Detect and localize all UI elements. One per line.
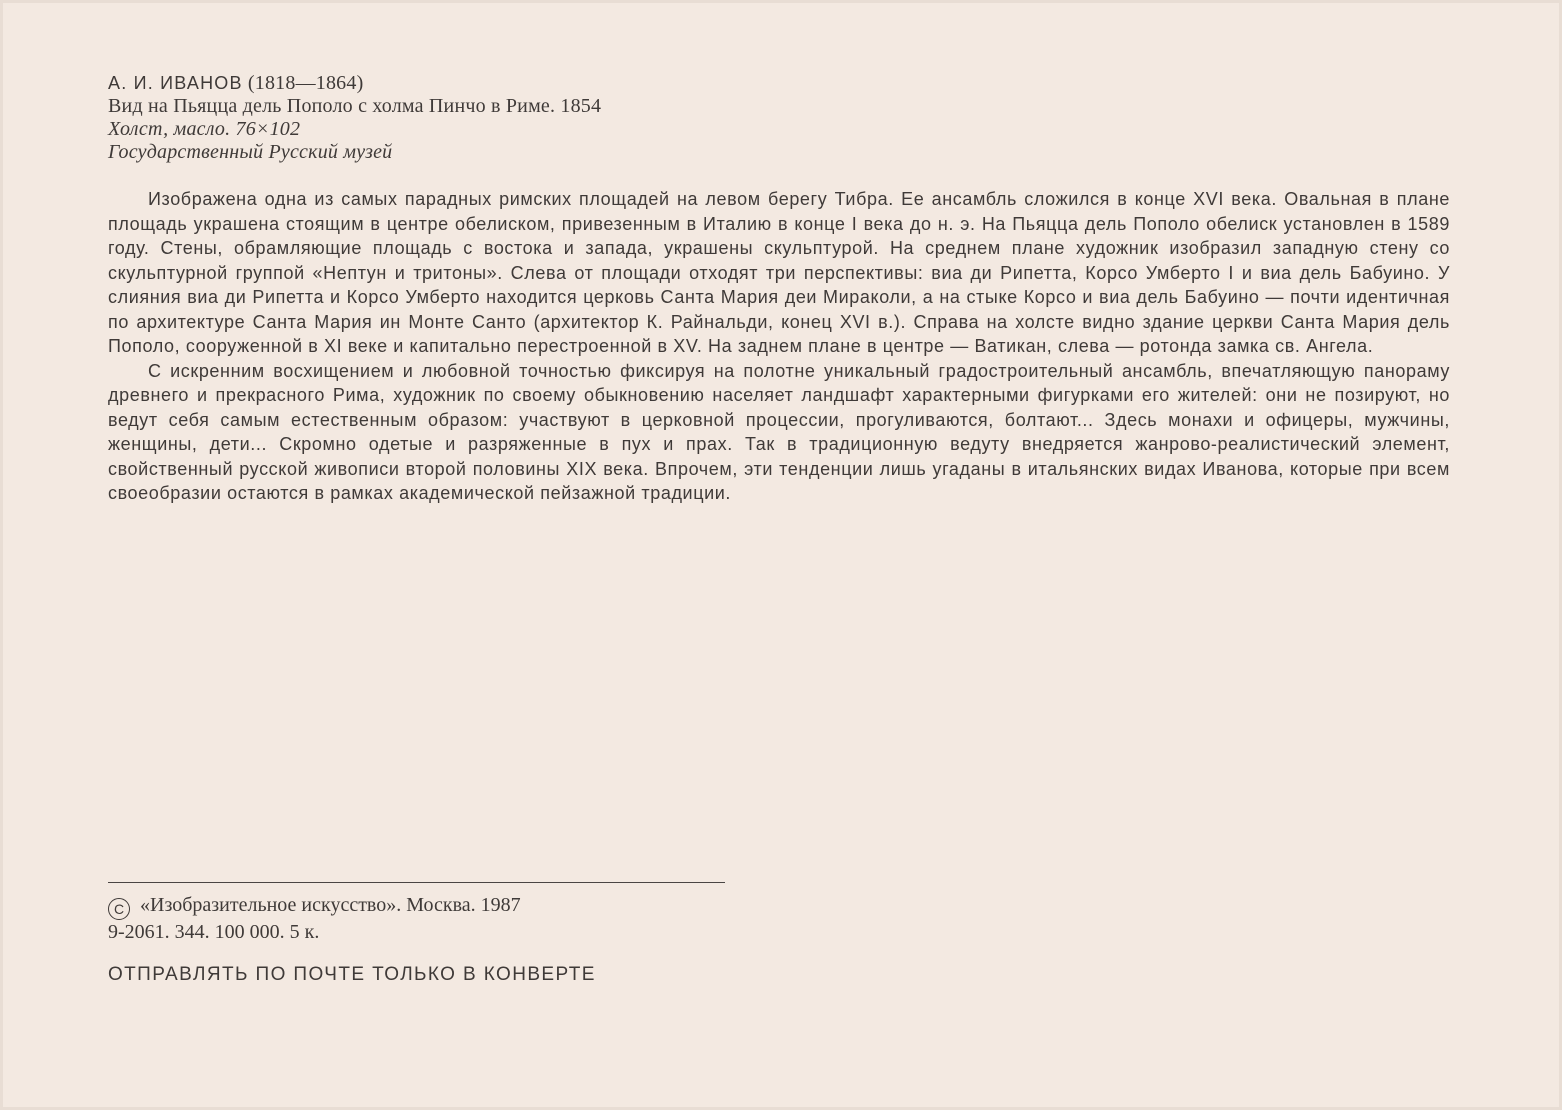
description-paragraph-1: Изображена одна из самых парадных римских площадей на левом берегу Тибра. Ее ансамбль сложился в конце XVI века. Овальная в плане площадь украшена стоящим в центре обелиском, привезенным в Италию в конце I века до н. э. На Пьяцца дель Пополо обелиск установлен в 1589 году. Стены, обрамляющие площадь с востока и запада, украшены скульптурой. На среднем плане художник изобразил западную стену со скульптурной группой «Нептун и тритоны». Слева от площади отходят три перспективы: виа ди Рипетта, Корсо Умберто I и виа дель Бабуино. У слияния виа ди Рипетта и Корсо Умберто находится церковь Санта Мария деи Мираколи, а на стыке Корсо и виа дель Бабуино — почти идентичная по архитектуре Санта Мария ин Монте Санто (архитектор К. Райнальди, конец XVI в.). Справа на холсте видно здание церкви Санта Мария дель Пополо, сооруженной в XI веке и капитально перестроенной в XV. На заднем плане в центре — Ватикан, слева — ротонда замка св. Ангела.: [108, 189, 1450, 356]
publisher-name: «Изобразительное искусство». Москва. 1987: [140, 894, 521, 916]
artist-years: (1818—1864): [247, 72, 364, 94]
publisher-info: [108, 893, 521, 944]
print-info: 9-2061. 344. 100 000. 5 к.: [108, 921, 320, 943]
mailing-notice: ОТПРАВЛЯТЬ ПО ПОЧТЕ ТОЛЬКО В КОНВЕРТЕ: [108, 964, 596, 985]
artwork-medium: Холст, масло. 76×102: [108, 118, 301, 140]
copyright-icon: C: [108, 898, 130, 920]
author-line: [108, 72, 1438, 95]
museum-name: Государственный Русский музей: [108, 141, 393, 163]
artwork-caption: [108, 72, 1438, 164]
artwork-title: Вид на Пьяцца дель Пополо с холма Пинчо в Риме. 1854: [108, 95, 602, 117]
footer-divider: [108, 882, 725, 883]
artist-name: А. И. ИВАНОВ: [108, 73, 243, 93]
publisher-line: [108, 893, 521, 920]
description-text: [108, 187, 1450, 506]
description-paragraph-2: С искренним восхищением и любовной точностью фиксируя на полотне уникальный градостроительный ансамбль, впечатляющую панораму древнего и прекрасного Рима, художник по своему обыкновению населяет ландшафт характерными фигурками его жителей: они не позируют, но ведут себя самым естественным образом: участвуют в церковной процессии, прогуливаются, болтают... Здесь монахи и офицеры, мужчины, женщины, дети... Скромно одетые и разряженные в пух и прах. Так в традиционную ведуту внедряется жанрово-реалистический элемент, свойственный русской живописи второй половины XIX века. Впрочем, эти тенденции лишь угаданы в итальянских видах Иванова, которые при всем своеобразии остаются в рамках академической пейзажной традиции.: [108, 360, 1450, 503]
